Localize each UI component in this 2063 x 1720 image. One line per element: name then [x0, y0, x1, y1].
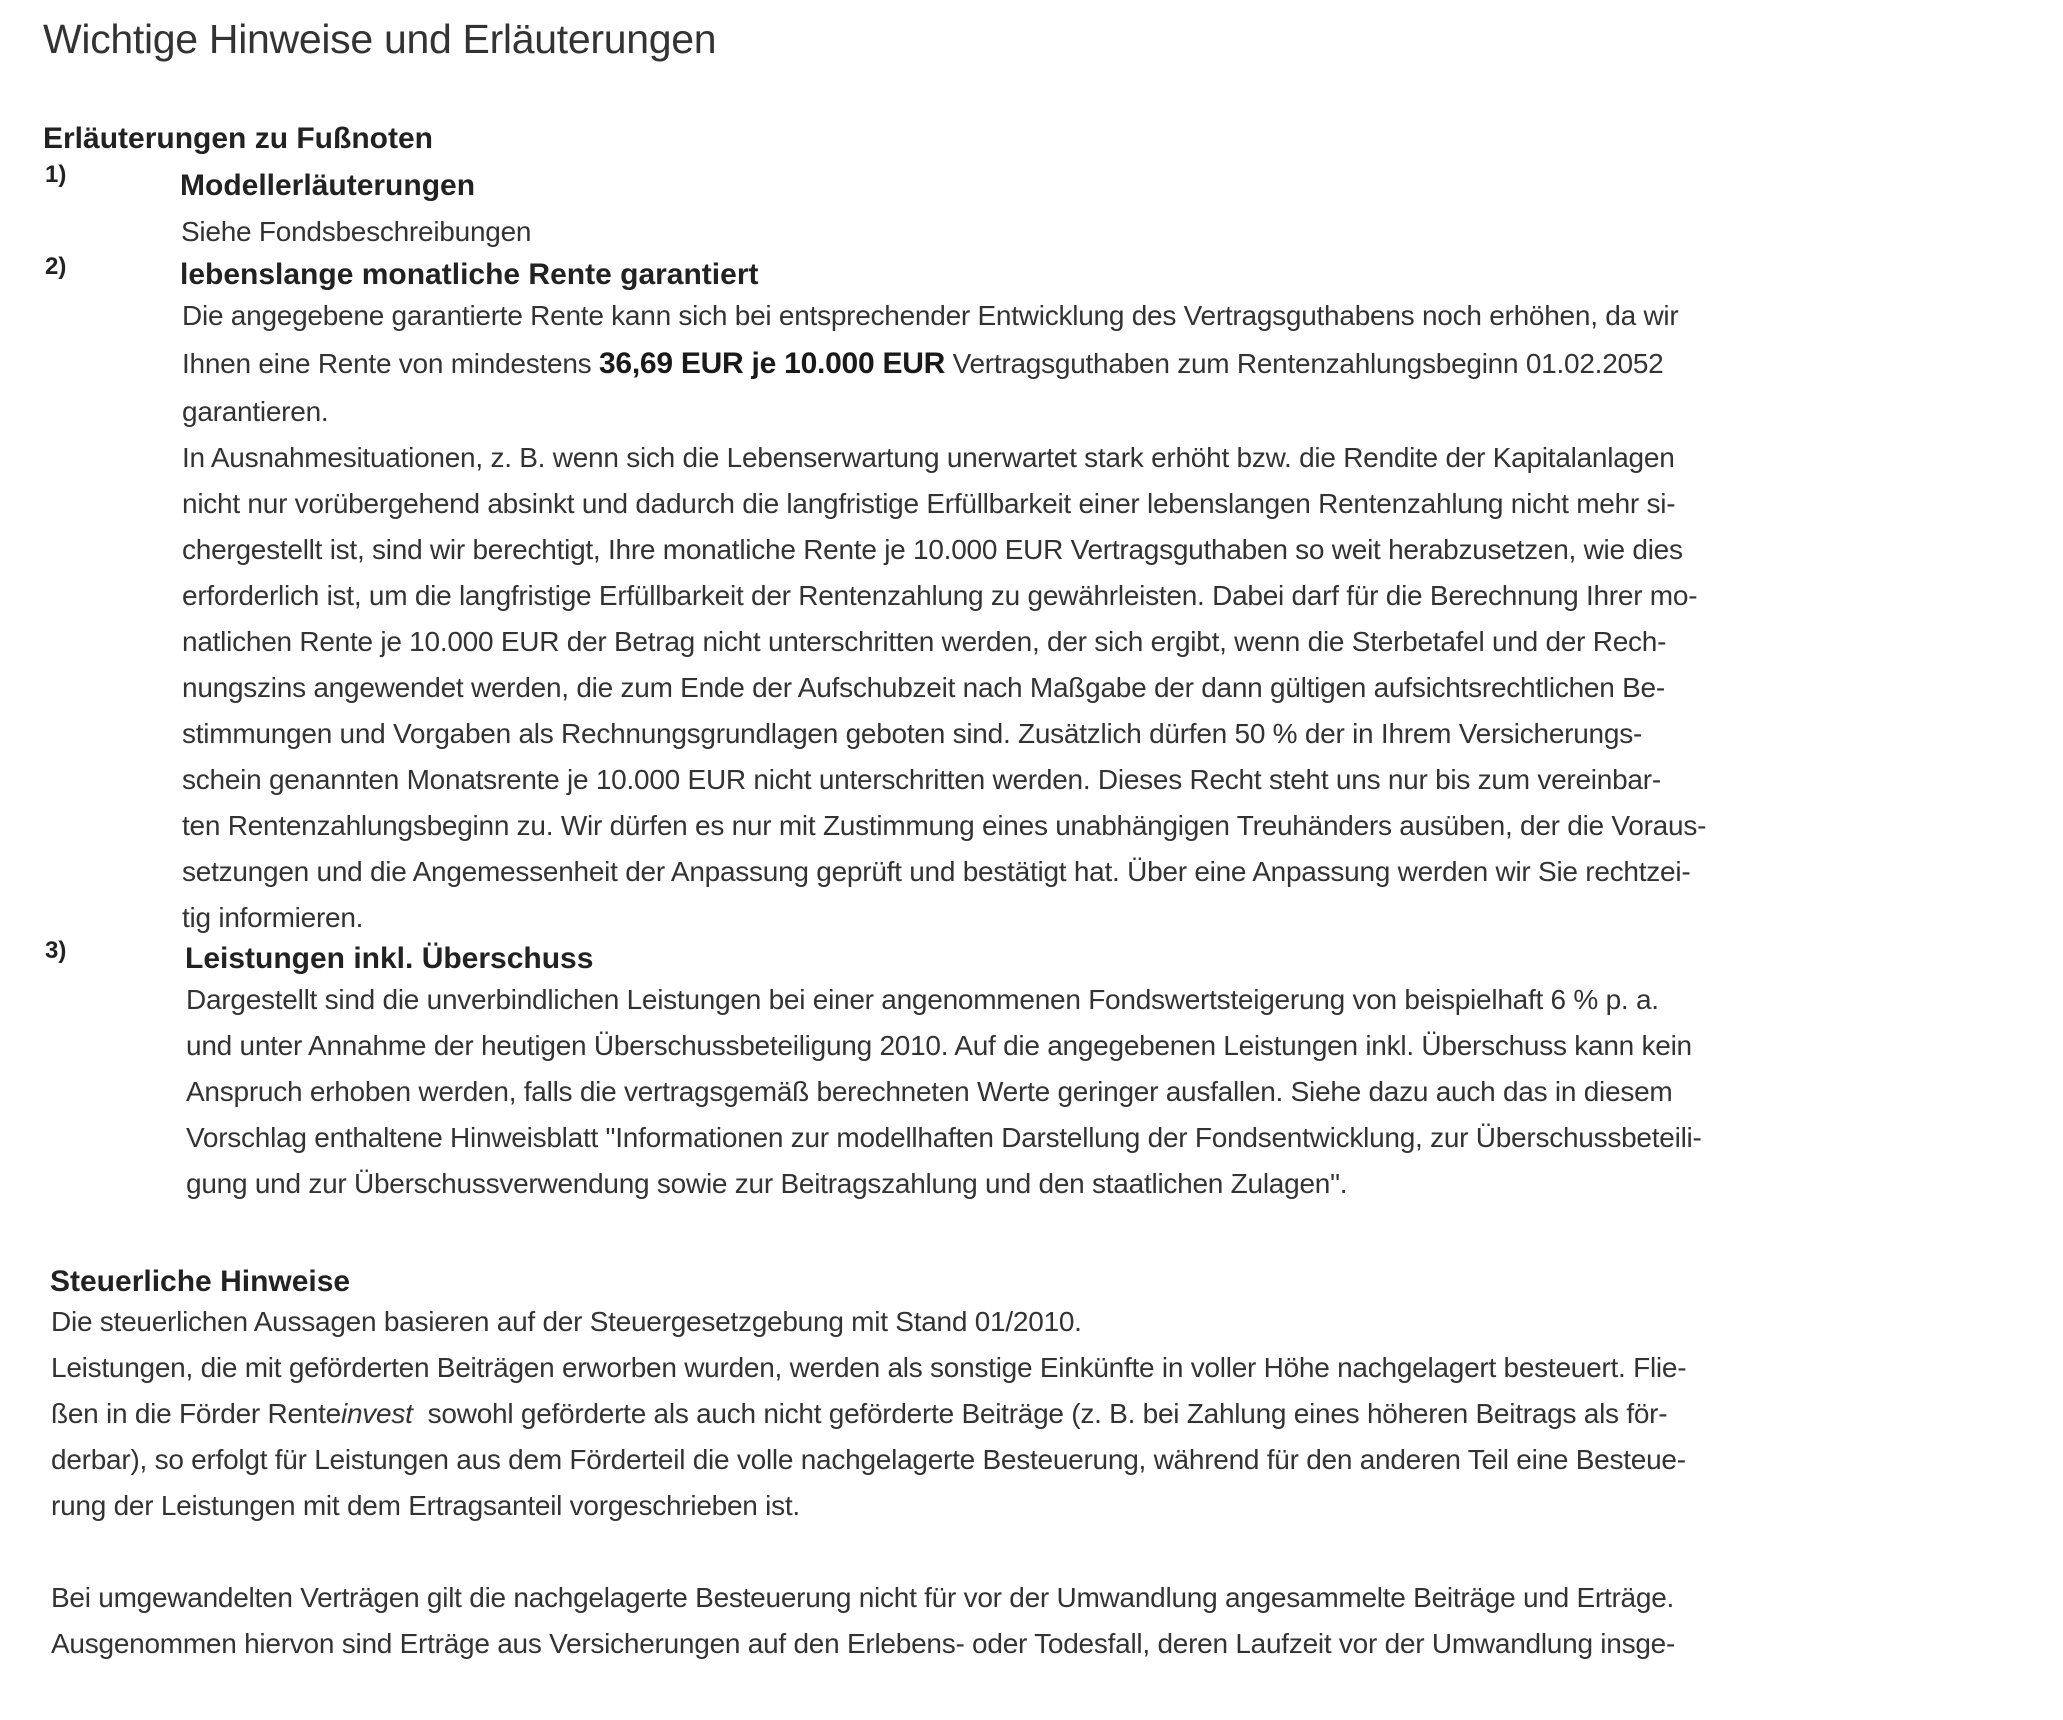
- text-line: rung der Leistungen mit dem Ertragsanteil vorgeschrieben ist.: [51, 1490, 800, 1521]
- footnote-3-text: [186, 977, 1702, 1207]
- text-line: natlichen Rente je 10.000 EUR der Betrag nicht unterschritten werden, der sich ergibt, wenn die Sterbetafel und der Rech-: [182, 626, 1667, 657]
- text-line: [182, 341, 1706, 387]
- text-line: Bei umgewandelten Verträgen gilt die nachgelagerte Besteuerung nicht für vor der Umwandlung angesammelte Beiträge und Erträge.: [51, 1582, 1675, 1613]
- tax-heading: Steuerliche Hinweise: [50, 1265, 351, 1298]
- tax-paragraph-2: [51, 1575, 1675, 1667]
- text-line: In Ausnahmesituationen, z. B. wenn sich die Lebenserwartung unerwartet stark erhöht bzw. die Rendite der Kapitalanlagen: [182, 442, 1675, 473]
- footnote-heading: Modellerläuterungen: [180, 169, 476, 202]
- text-line: Vorschlag enthaltene Hinweisblatt "Informationen zur modellhaften Darstellung der Fondsentwicklung, zur Überschussbeteili-: [186, 1122, 1702, 1153]
- footnotes-heading: Erläuterungen zu Fußnoten: [43, 122, 433, 155]
- text-line: Die steuerlichen Aussagen basieren auf der Steuergesetzgebung mit Stand 01/2010.: [51, 1306, 1082, 1337]
- text-line: erforderlich ist, um die langfristige Erfüllbarkeit der Rentenzahlung zu gewährleisten. Dabei darf für die Berechnung Ihrer mo-: [182, 580, 1698, 611]
- text-line: setzungen und die Angemessenheit der Anpassung geprüft und bestätigt hat. Über eine Anpassung werden wir Sie rechtzei-: [182, 856, 1691, 887]
- footnote-number: 1): [45, 161, 67, 188]
- text-line: nicht nur vorübergehend absinkt und dadurch die langfristige Erfüllbarkeit einer lebenslangen Rentenzahlung nicht mehr si-: [182, 488, 1676, 519]
- page-title: Wichtige Hinweise und Erläuterungen: [43, 16, 717, 62]
- text-line: schein genannten Monatsrente je 10.000 EUR nicht unterschritten werden. Dieses Recht steht uns nur bis zum vereinbar-: [182, 764, 1661, 795]
- footnote-2-text: [182, 293, 1706, 941]
- tax-text: [51, 1299, 1686, 1529]
- product-name-italic: invest: [340, 1398, 413, 1429]
- text-line: [51, 1391, 1686, 1437]
- text-line: Anspruch erhoben werden, falls die vertragsgemäß berechneten Werte geringer ausfallen. Siehe dazu auch das in diesem: [186, 1076, 1673, 1107]
- footnote-heading: Leistungen inkl. Überschuss: [185, 942, 594, 975]
- text-line: derbar), so erfolgt für Leistungen aus dem Förderteil die volle nachgelagerte Besteuerung, während für den anderen Teil eine Besteue-: [51, 1444, 1686, 1475]
- text-line: nungszins angewendet werden, die zum Ende der Aufschubzeit nach Maßgabe der dann gültigen aufsichtsrechtlichen Be-: [182, 672, 1665, 703]
- text-segment: sowohl geförderte als auch nicht geförderte Beiträge (z. B. bei Zahlung eines höheren Beitrags als för-: [412, 1398, 1668, 1429]
- text-line: Ausgenommen hiervon sind Erträge aus Versicherungen auf den Erlebens- oder Todesfall, deren Laufzeit vor der Umwandlung insge-: [51, 1628, 1676, 1659]
- footnote-text: Siehe Fondsbeschreibungen: [181, 216, 532, 247]
- text-line: garantieren.: [182, 396, 329, 427]
- text-line: Die angegebene garantierte Rente kann sich bei entsprechender Entwicklung des Vertragsguthabens noch erhöhen, da wir: [182, 300, 1679, 331]
- text-line: Dargestellt sind die unverbindlichen Leistungen bei einer angenommenen Fondswertsteigerung von beispielhaft 6 % p. a.: [186, 984, 1659, 1015]
- text-line: gung und zur Überschussverwendung sowie zur Beitragszahlung und den staatlichen Zulagen".: [186, 1168, 1348, 1199]
- footnote-number: 2): [45, 253, 67, 280]
- text-line: chergestellt ist, sind wir berechtigt, Ihre monatliche Rente je 10.000 EUR Vertragsguthaben so weit herabzusetzen, wie dies: [182, 534, 1683, 565]
- text-segment: Vertragsguthaben zum Rentenzahlungsbeginn 01.02.2052: [945, 348, 1664, 379]
- text-line: tig informieren.: [182, 902, 364, 933]
- text-line: ten Rentenzahlungsbeginn zu. Wir dürfen es nur mit Zustimmung eines unabhängigen Treuhänders ausüben, der die Voraus-: [182, 810, 1707, 841]
- text-segment: ßen in die Förder Rente: [51, 1398, 341, 1429]
- text-line: und unter Annahme der heutigen Überschussbeteiligung 2010. Auf die angegebenen Leistungen inkl. Überschuss kann kein: [186, 1030, 1692, 1061]
- text-segment: Ihnen eine Rente von mindestens: [182, 348, 599, 379]
- guaranteed-rate: 36,69 EUR je 10.000 EUR: [598, 347, 946, 380]
- footnote-heading: lebenslange monatliche Rente garantiert: [180, 258, 759, 291]
- text-line: stimmungen und Vorgaben als Rechnungsgrundlagen geboten sind. Zusätzlich dürfen 50 % der in Ihrem Versicherungs-: [182, 718, 1643, 749]
- footnote-number: 3): [45, 937, 67, 964]
- text-line: Leistungen, die mit geförderten Beiträgen erworben wurden, werden als sonstige Einkünfte in voller Höhe nachgelagert besteuert. Flie-: [51, 1352, 1687, 1383]
